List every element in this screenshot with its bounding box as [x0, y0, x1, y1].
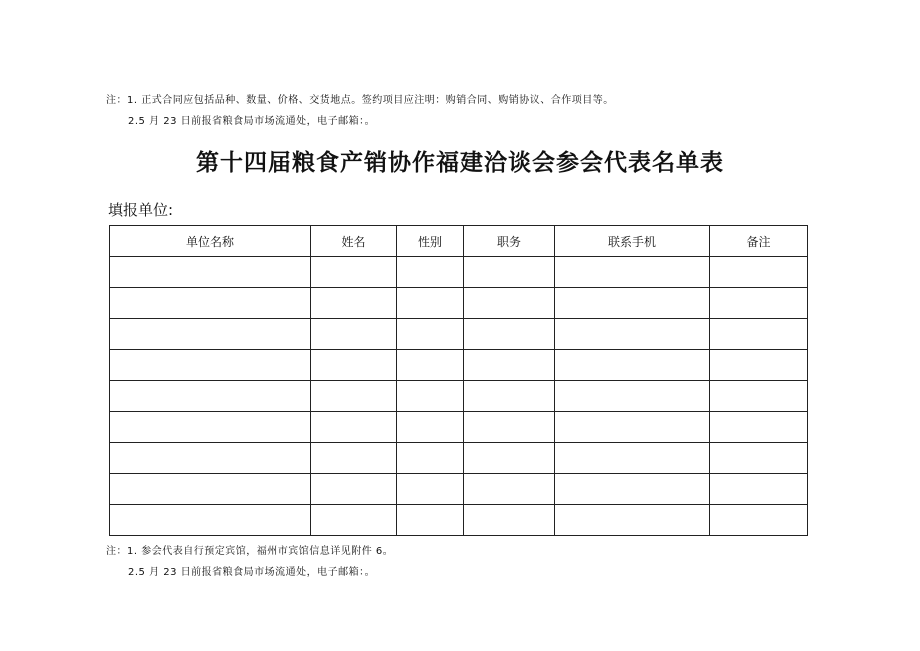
- top-note-line-2: 2.5 月 23 日前报省粮食局市场流通处，电子邮箱：。: [128, 116, 376, 127]
- table-row: [110, 381, 808, 412]
- table-cell[interactable]: [311, 381, 397, 412]
- table-cell[interactable]: [710, 257, 808, 288]
- bottom-note-line-2: 2.5 月 23 日前报省粮食局市场流通处，电子邮箱：。: [128, 567, 376, 578]
- table-body: [110, 257, 808, 536]
- table-cell[interactable]: [110, 288, 311, 319]
- table-cell[interactable]: [464, 350, 555, 381]
- table-row: [110, 319, 808, 350]
- table-cell[interactable]: [710, 350, 808, 381]
- table-cell[interactable]: [311, 319, 397, 350]
- table-row: [110, 412, 808, 443]
- table-row: [110, 350, 808, 381]
- table-cell[interactable]: [555, 319, 710, 350]
- table-row: [110, 443, 808, 474]
- table-cell[interactable]: [710, 319, 808, 350]
- table-cell[interactable]: [555, 412, 710, 443]
- table-row: [110, 257, 808, 288]
- table-cell[interactable]: [311, 474, 397, 505]
- header-position: 职务: [464, 226, 555, 257]
- table-cell[interactable]: [311, 412, 397, 443]
- delegate-roster-table: [109, 225, 808, 536]
- table-cell[interactable]: [397, 412, 464, 443]
- table-cell[interactable]: [110, 443, 311, 474]
- table-cell[interactable]: [397, 288, 464, 319]
- table-cell[interactable]: [397, 350, 464, 381]
- table-cell[interactable]: [555, 381, 710, 412]
- table-cell[interactable]: [110, 381, 311, 412]
- table-cell[interactable]: [397, 319, 464, 350]
- bottom-note-line-1: 注：1. 参会代表自行预定宾馆，福州市宾馆信息详见附件 6。: [106, 546, 394, 557]
- table-cell[interactable]: [464, 257, 555, 288]
- header-name: 姓名: [311, 226, 397, 257]
- table-cell[interactable]: [110, 350, 311, 381]
- table-cell[interactable]: [555, 288, 710, 319]
- table-cell[interactable]: [710, 288, 808, 319]
- table-cell[interactable]: [464, 443, 555, 474]
- table-cell[interactable]: [397, 443, 464, 474]
- table-cell[interactable]: [110, 505, 311, 536]
- table-cell[interactable]: [555, 443, 710, 474]
- table-cell[interactable]: [710, 443, 808, 474]
- table-header-row: [110, 226, 808, 257]
- table-cell[interactable]: [110, 319, 311, 350]
- table-cell[interactable]: [464, 505, 555, 536]
- header-gender: 性别: [397, 226, 464, 257]
- header-remarks: 备注: [710, 226, 808, 257]
- table-cell[interactable]: [311, 257, 397, 288]
- table-cell[interactable]: [710, 474, 808, 505]
- table-cell[interactable]: [397, 381, 464, 412]
- table-cell[interactable]: [311, 288, 397, 319]
- table-cell[interactable]: [110, 474, 311, 505]
- table-cell[interactable]: [710, 381, 808, 412]
- table-cell[interactable]: [464, 412, 555, 443]
- table-cell[interactable]: [555, 257, 710, 288]
- top-note-line-1: 注：1. 正式合同应包括品种、数量、价格、交货地点。签约项目应注明：购销合同、购销协议、合作项目等。: [106, 95, 614, 106]
- table-cell[interactable]: [397, 257, 464, 288]
- table-cell[interactable]: [311, 443, 397, 474]
- table-cell[interactable]: [110, 257, 311, 288]
- table-cell[interactable]: [110, 412, 311, 443]
- table-cell[interactable]: [464, 288, 555, 319]
- table-cell[interactable]: [397, 505, 464, 536]
- header-unit-name: 单位名称: [110, 226, 311, 257]
- header-mobile: 联系手机: [555, 226, 710, 257]
- table-cell[interactable]: [397, 474, 464, 505]
- table-cell[interactable]: [311, 505, 397, 536]
- table-row: [110, 288, 808, 319]
- table-cell[interactable]: [710, 505, 808, 536]
- table-cell[interactable]: [555, 474, 710, 505]
- table-cell[interactable]: [555, 350, 710, 381]
- table-cell[interactable]: [464, 381, 555, 412]
- table-cell[interactable]: [464, 319, 555, 350]
- table-cell[interactable]: [710, 412, 808, 443]
- document-title: 第十四届粮食产销协作福建洽谈会参会代表名单表: [196, 150, 724, 176]
- fill-unit-label: 填报单位:: [108, 201, 174, 219]
- table-row: [110, 505, 808, 536]
- table-cell[interactable]: [464, 474, 555, 505]
- table-cell[interactable]: [311, 350, 397, 381]
- table-cell[interactable]: [555, 505, 710, 536]
- table-row: [110, 474, 808, 505]
